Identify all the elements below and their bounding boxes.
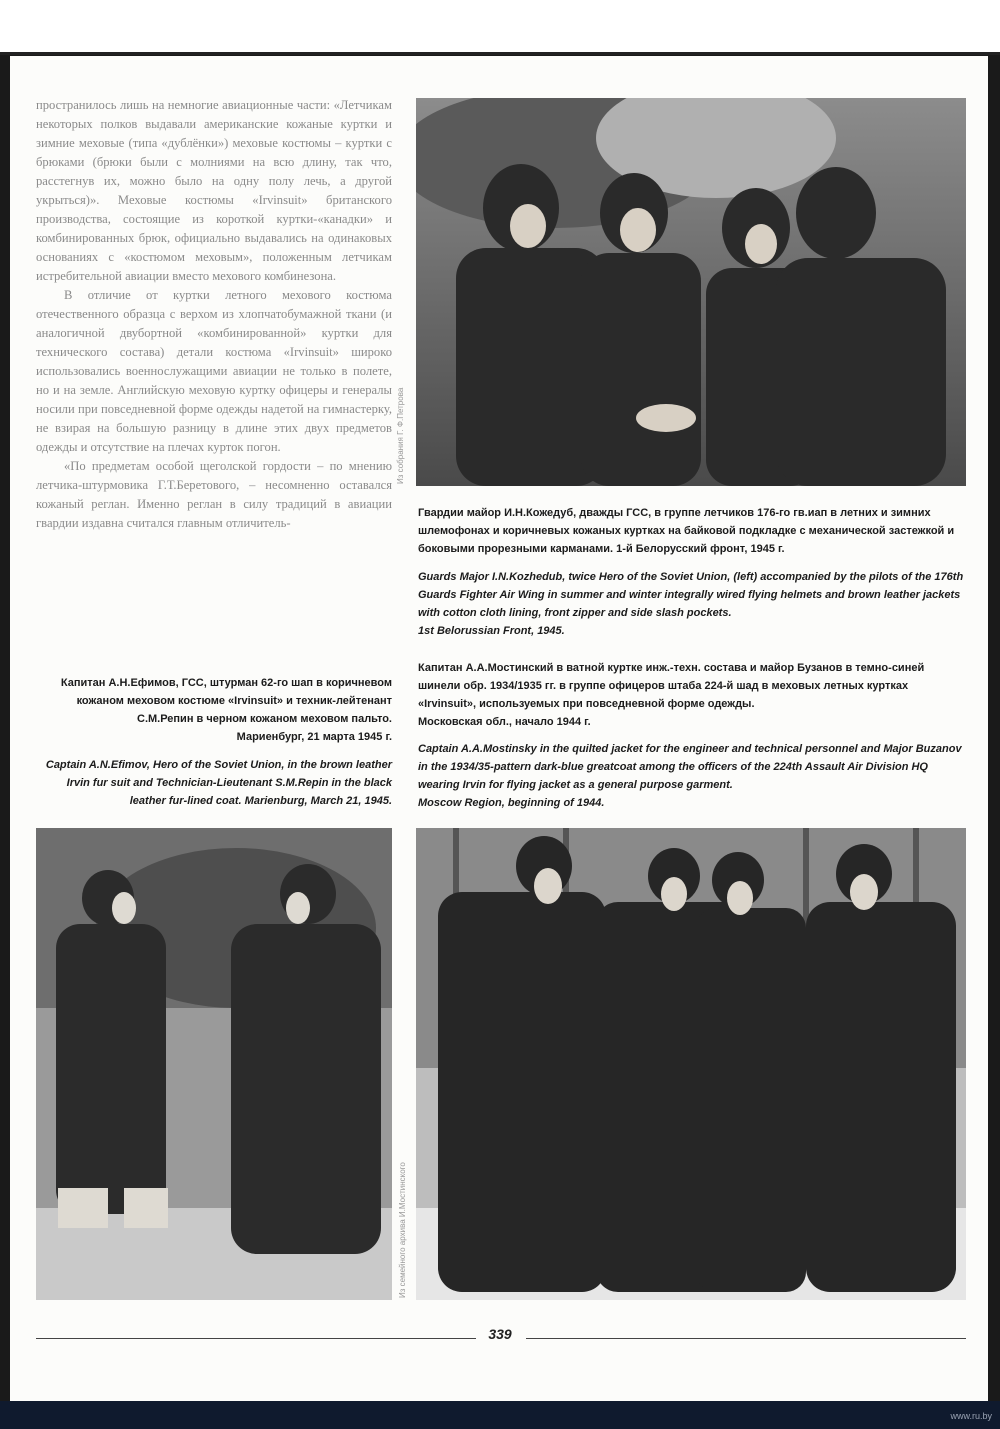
caption-kozhedub-ru: Гвардии майор И.Н.Кожедуб, дважды ГСС, в группе летчиков 176-го гв.иап в летних и зимних шлемофонах и коричневых кожаных куртках на байковой подкладке с механической застежкой и боковыми прорезными карманами. 1-й Белорусский фронт, 1945 г. [418,507,955,555]
body-paragraph-1: пространилось лишь на немногие авиационные части: «Летчикам некоторых полков выдавали американские кожаные куртки и зимние меховые (типа «дублёнки») меховые костюмы – куртки с брюками (брюки были с молниями на всю длину, так что, расстегнув их, можно было на одну полу лечь, а другой укрыться)». Меховые костюмы «Irvinsuit» британского производства, состоящие из короткой куртки-«канадки» и комбинированных брюк, официально выдавались на одинаковых основаниях с «костюмом меховым», положенным летчикам истребительной авиации вместо мехового комбинезона. [36,98,392,283]
photo-efimov-repin [36,828,392,1300]
caption-efimov-ru: Капитан А.Н.Ефимов, ГСС, штурман 62-го шап в коричневом кожаном меховом костюме «Irvinsuit» и техник-лейтенант С.М.Репин в черном кожаном меховом пальто. Мариенбург, 21 марта 1945 г. [60,677,392,743]
photo-kozhedub-group [416,98,966,486]
caption-mostinsky-ru: Капитан А.А.Мостинский в ватной куртке инж.-техн. состава и майор Бузанов в темно-синей шинели обр. 1934/1935 гг. в группе офицеров штаба 224-й шад в меховых летных куртках «Irvinsuit», используемых при повседневной форме одежды. Московская обл., начало 1944 г. [418,662,925,728]
caption-efimov-en: Captain A.N.Efimov, Hero of the Soviet Union, in the brown leather Irvin fur suit and Technician-Lieutenant S.M.Repin in the black leather fur-lined coat. Marienburg, March 21, 1945. [45,759,392,807]
watermark: www.ru.by [950,1411,992,1421]
body-paragraph-3: «По предметам особой щеголской гордости – по мнению летчика-штурмовика Г.Т.Беретового, – несомненно оставался кожаный реглан. Именно реглан в силу традиций в авиации гвардии издавна считался главным отличитель- [36,459,392,530]
top-page-edge [0,0,1000,55]
body-paragraph-2: В отличие от куртки летного мехового костюма отечественного образца с верхом из хлопчатобумажной ткани (и аналогичной двубортной «комбинированной» куртки для технического состава) детали костюма «Irvinsuit» широко использовались военнослужащими авиации не только в полете, но и на земле. Английскую меховую куртку офицеры и генералы носили при повседневной форме одежды надетой на гимнастерку, не взирая на большую разницу в длине этих двух предметов одежды и отсутствие на плечах курток погон. [36,288,392,454]
credit-bottom-right-photo: Из семейного архива И.Мостинского [398,1162,407,1298]
footer-rule-left [36,1338,476,1339]
footer-rule-right [526,1338,966,1339]
bottom-bar [0,1401,1000,1429]
page-number: 339 [488,1326,512,1342]
credit-top-photo: Из собрания Г. Ф.Петрова [396,387,405,484]
caption-mostinsky-en: Captain A.A.Mostinsky in the quilted jacket for the engineer and technical personnel and Major Buzanov in the 1934/35-pattern dark-blue greatcoat among the officers of the 224th Assault Air Division HQ wearing Irvin for flying jacket as a general purpose garment. Moscow Region, beginning of 1944. [418,743,962,809]
book-page [10,56,988,1401]
body-text-column [36,96,392,656]
photo-mostinsky-group [416,828,966,1300]
caption-kozhedub-en: Guards Major I.N.Kozhedub, twice Hero of the Soviet Union, (left) accompanied by the pilots of the 176th Guards Fighter Air Wing in summer and winter integrally wired flying helmets and brown leather jackets with cotton cloth lining, front zipper and side slash pockets. 1st Belorussian Front, 1945. [418,571,964,637]
